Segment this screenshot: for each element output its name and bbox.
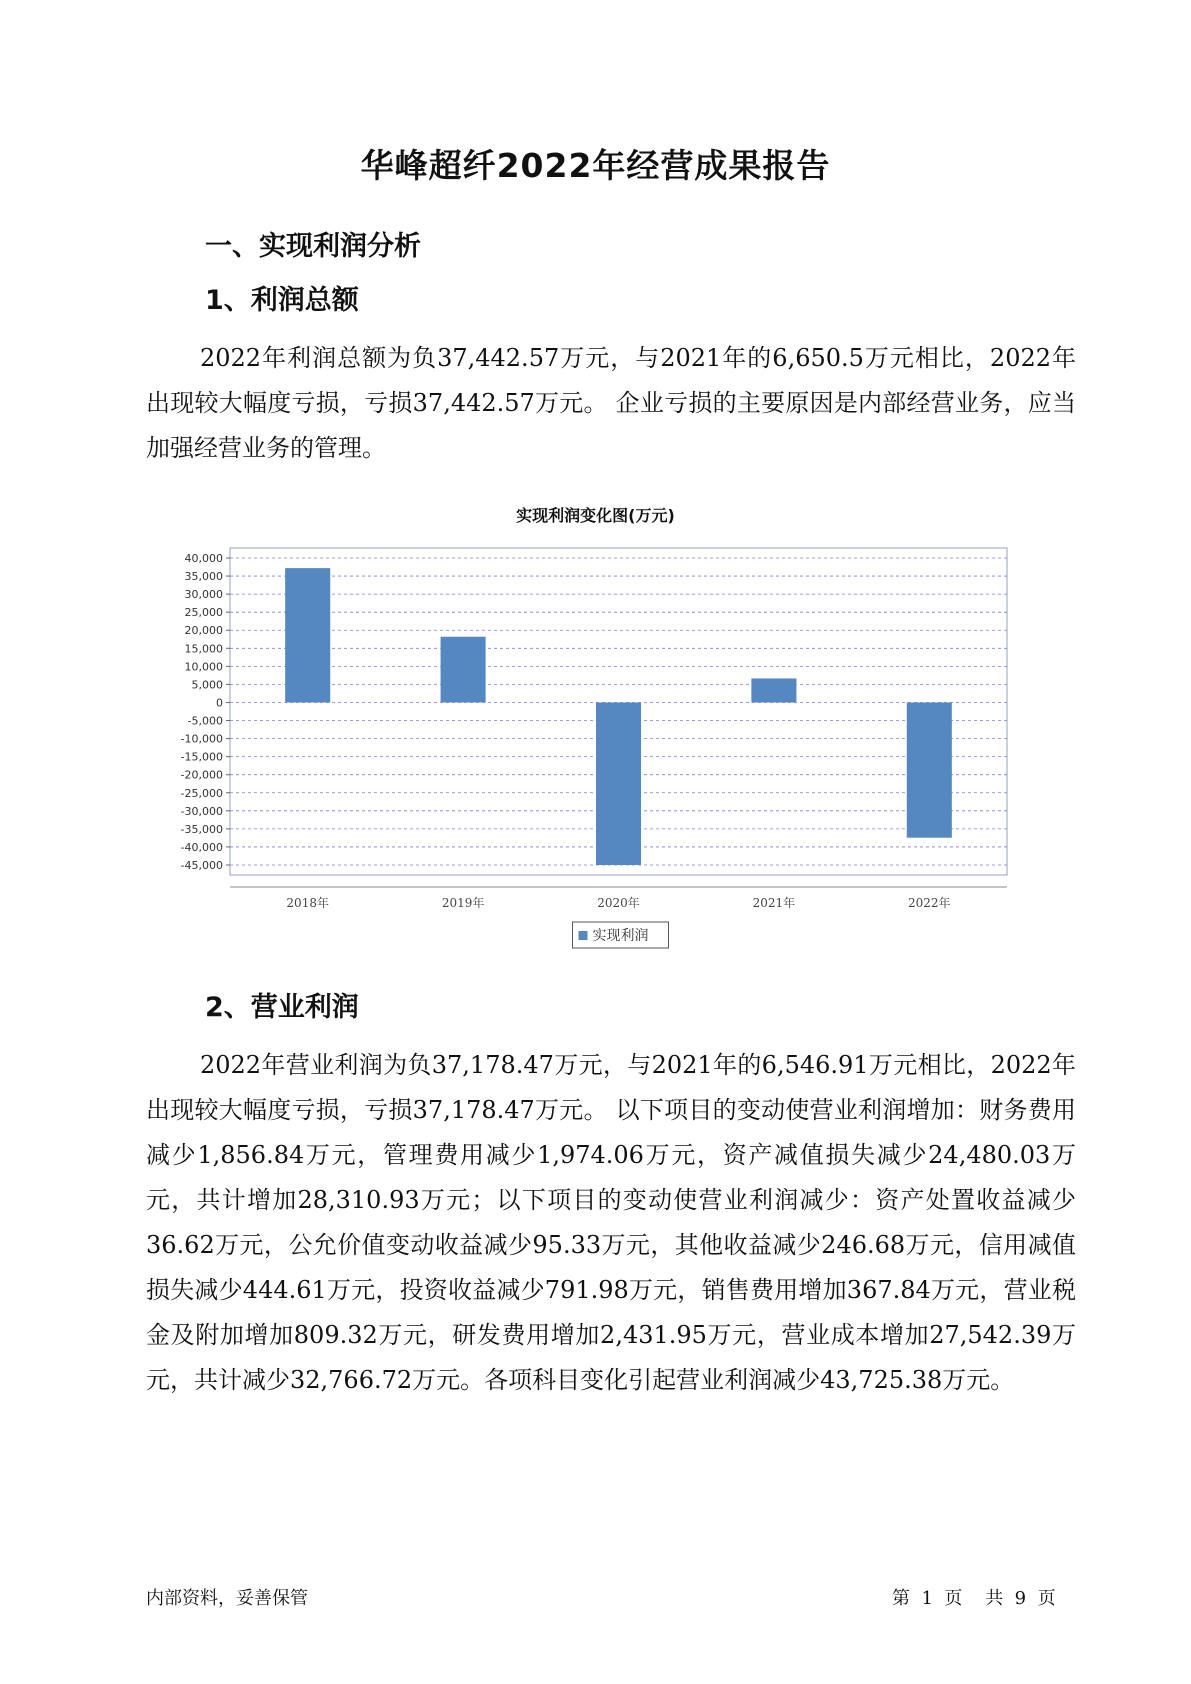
y-tick-label: 40,000	[184, 552, 223, 565]
y-tick-label: 20,000	[184, 624, 223, 638]
x-tick-label: 2020年	[597, 896, 640, 910]
subsection-heading-operating-profit: 2、营业利润	[205, 992, 359, 1023]
x-tick-label: 2021年	[752, 896, 796, 910]
bar	[441, 637, 486, 703]
y-tick-label: 35,000	[184, 570, 223, 584]
bar	[596, 702, 641, 865]
legend-label: 实现利润	[592, 928, 649, 944]
subsection-heading-profit-total: 1、利润总额	[205, 285, 359, 316]
y-tick-label: 30,000	[184, 588, 223, 602]
bar	[285, 568, 330, 702]
y-tick-label: 15,000	[184, 642, 223, 656]
x-tick-label: 2018年	[286, 896, 329, 910]
paragraph-profit-total: 2022年利润总额为负37,442.57万元，与2021年的6,650.5万元相比，2022年出现较大幅度亏损，亏损37,442.57万元。 企业亏损的主要原因是内部经营业务，应当加强经营业务的管理。	[146, 344, 1076, 462]
chart-title: 实现利润变化图(万元)	[516, 506, 675, 525]
y-tick-label: -15,000	[180, 750, 223, 764]
bar	[907, 702, 952, 837]
y-tick-label: -35,000	[180, 822, 223, 836]
y-tick-label: 25,000	[184, 606, 223, 620]
section-heading: 一、实现利润分析	[205, 231, 421, 262]
x-tick-label: 2019年	[441, 896, 485, 910]
footer-confidential-note: 内部资料，妥善保管	[146, 1588, 308, 1609]
y-tick-label: -30,000	[180, 804, 223, 818]
y-tick-label: 0	[216, 696, 223, 710]
y-tick-label: -25,000	[180, 786, 223, 800]
footer-page-number: 第 1 页 共 9 页	[892, 1588, 1056, 1609]
x-tick-label: 2022年	[908, 896, 951, 910]
legend-swatch	[579, 931, 588, 940]
page-title: 华峰超纤2022年经营成果报告	[360, 146, 831, 185]
y-tick-label: -10,000	[180, 732, 223, 746]
y-tick-label: 5,000	[191, 678, 223, 692]
paragraph-operating-profit: 2022年营业利润为负37,178.47万元，与2021年的6,546.91万元相比，2022年出现较大幅度亏损，亏损37,178.47万元。 以下项目的变动使营业利润增加：财务费用减少1,856.84万元，管理费用减少1,974.06万元，资产减值损失减少24,480.03万元，共计增加28,310.93万元；以下项目的变动使营业利润减少：资产处置收益减少36.62万元，公允价值变动收益减少95.33万元，其他收益减少246.68万元，信用减值损失减少444.61万元，投资收益减少791.98万元，销售费用增加367.84万元，营业税金及附加增加809.32万元，研发费用增加2,431.95万元，营业成本增加27,542.39万元，共计减少32,766.72万元。各项科目变化引起营业利润减少43,725.38万元。	[146, 1051, 1076, 1394]
y-tick-label: 10,000	[184, 660, 223, 674]
bar	[751, 678, 796, 702]
y-tick-label: -40,000	[180, 840, 223, 854]
y-tick-label: -45,000	[180, 859, 223, 872]
y-tick-label: -5,000	[187, 714, 223, 728]
y-tick-label: -20,000	[180, 768, 223, 782]
profit-bar-chart	[150, 530, 1030, 950]
